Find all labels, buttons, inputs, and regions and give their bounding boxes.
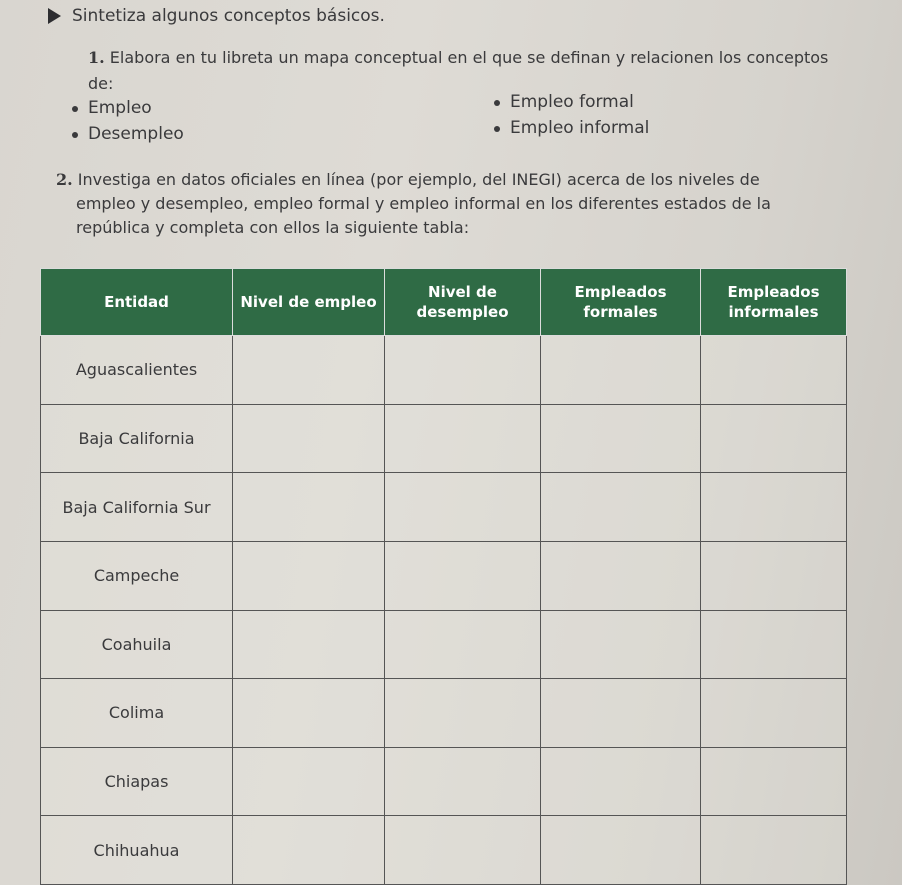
empty-cell[interactable] (233, 816, 385, 885)
empty-cell[interactable] (701, 336, 847, 405)
empty-cell[interactable] (233, 679, 385, 748)
arrow-bullet-icon (48, 8, 61, 24)
bullet-desempleo: Desempleo (88, 124, 184, 144)
table-row (41, 610, 847, 679)
question-1 (88, 44, 858, 72)
empty-cell[interactable] (701, 747, 847, 816)
empty-cell[interactable] (701, 610, 847, 679)
question-2-line-1 (56, 168, 856, 192)
empty-cell[interactable] (541, 473, 701, 542)
table-row (41, 404, 847, 473)
question-2-line-3: república y completa con ellos la siguiente tabla: (76, 218, 470, 237)
empty-cell[interactable] (233, 541, 385, 610)
entity-cell: Chiapas (41, 747, 233, 816)
empty-cell[interactable] (541, 816, 701, 885)
empty-cell[interactable] (385, 679, 541, 748)
empty-cell[interactable] (385, 541, 541, 610)
header-empleados-informales: Empleados informales (701, 269, 847, 336)
empty-cell[interactable] (701, 473, 847, 542)
empty-cell[interactable] (233, 610, 385, 679)
empty-cell[interactable] (541, 747, 701, 816)
entity-cell: Colima (41, 679, 233, 748)
question-2-line-2: empleo y desempleo, empleo formal y empleo informal en los diferentes estados de la (76, 194, 771, 213)
entity-cell: Chihuahua (41, 816, 233, 885)
employment-table (40, 268, 847, 885)
empty-cell[interactable] (541, 610, 701, 679)
entity-cell: Baja California Sur (41, 473, 233, 542)
header-nivel-empleo: Nivel de empleo (233, 269, 385, 336)
question-2-text-1: Investiga en datos oficiales en línea (por ejemplo, del INEGI) acerca de los niveles de (77, 170, 760, 189)
question-2-number: 2. (56, 170, 73, 189)
table-row (41, 336, 847, 405)
empty-cell[interactable] (541, 541, 701, 610)
entity-cell: Baja California (41, 404, 233, 473)
empty-cell[interactable] (385, 336, 541, 405)
empty-cell[interactable] (385, 816, 541, 885)
empty-cell[interactable] (233, 473, 385, 542)
bullet-empleo: Empleo (88, 98, 152, 118)
table-row (41, 816, 847, 885)
empty-cell[interactable] (385, 610, 541, 679)
question-2 (56, 168, 856, 240)
header-nivel-desempleo: Nivel de desempleo (385, 269, 541, 336)
table-row (41, 679, 847, 748)
entity-cell: Aguascalientes (41, 336, 233, 405)
table-header-row (41, 269, 847, 336)
empty-cell[interactable] (541, 336, 701, 405)
empty-cell[interactable] (233, 747, 385, 816)
empty-cell[interactable] (701, 404, 847, 473)
table-row (41, 473, 847, 542)
section-intro: Sintetiza algunos conceptos básicos. (72, 6, 385, 26)
entity-cell: Coahuila (41, 610, 233, 679)
empty-cell[interactable] (541, 404, 701, 473)
empty-cell[interactable] (701, 816, 847, 885)
question-1-text: Elabora en tu libreta un mapa conceptual en el que se definan y relacionen los conceptos (109, 48, 829, 67)
question-1-text-continued: de: (88, 74, 114, 93)
bullet-empleo-formal: Empleo formal (510, 92, 634, 112)
table-row (41, 747, 847, 816)
bullet-empleo-informal: Empleo informal (510, 118, 650, 138)
header-empleados-formales: Empleados formales (541, 269, 701, 336)
data-table (40, 268, 846, 885)
question-1-number: 1. (88, 48, 105, 67)
empty-cell[interactable] (541, 679, 701, 748)
empty-cell[interactable] (701, 679, 847, 748)
empty-cell[interactable] (385, 747, 541, 816)
header-entidad: Entidad (41, 269, 233, 336)
empty-cell[interactable] (701, 541, 847, 610)
table-row (41, 541, 847, 610)
empty-cell[interactable] (385, 404, 541, 473)
empty-cell[interactable] (233, 336, 385, 405)
entity-cell: Campeche (41, 541, 233, 610)
empty-cell[interactable] (233, 404, 385, 473)
empty-cell[interactable] (385, 473, 541, 542)
